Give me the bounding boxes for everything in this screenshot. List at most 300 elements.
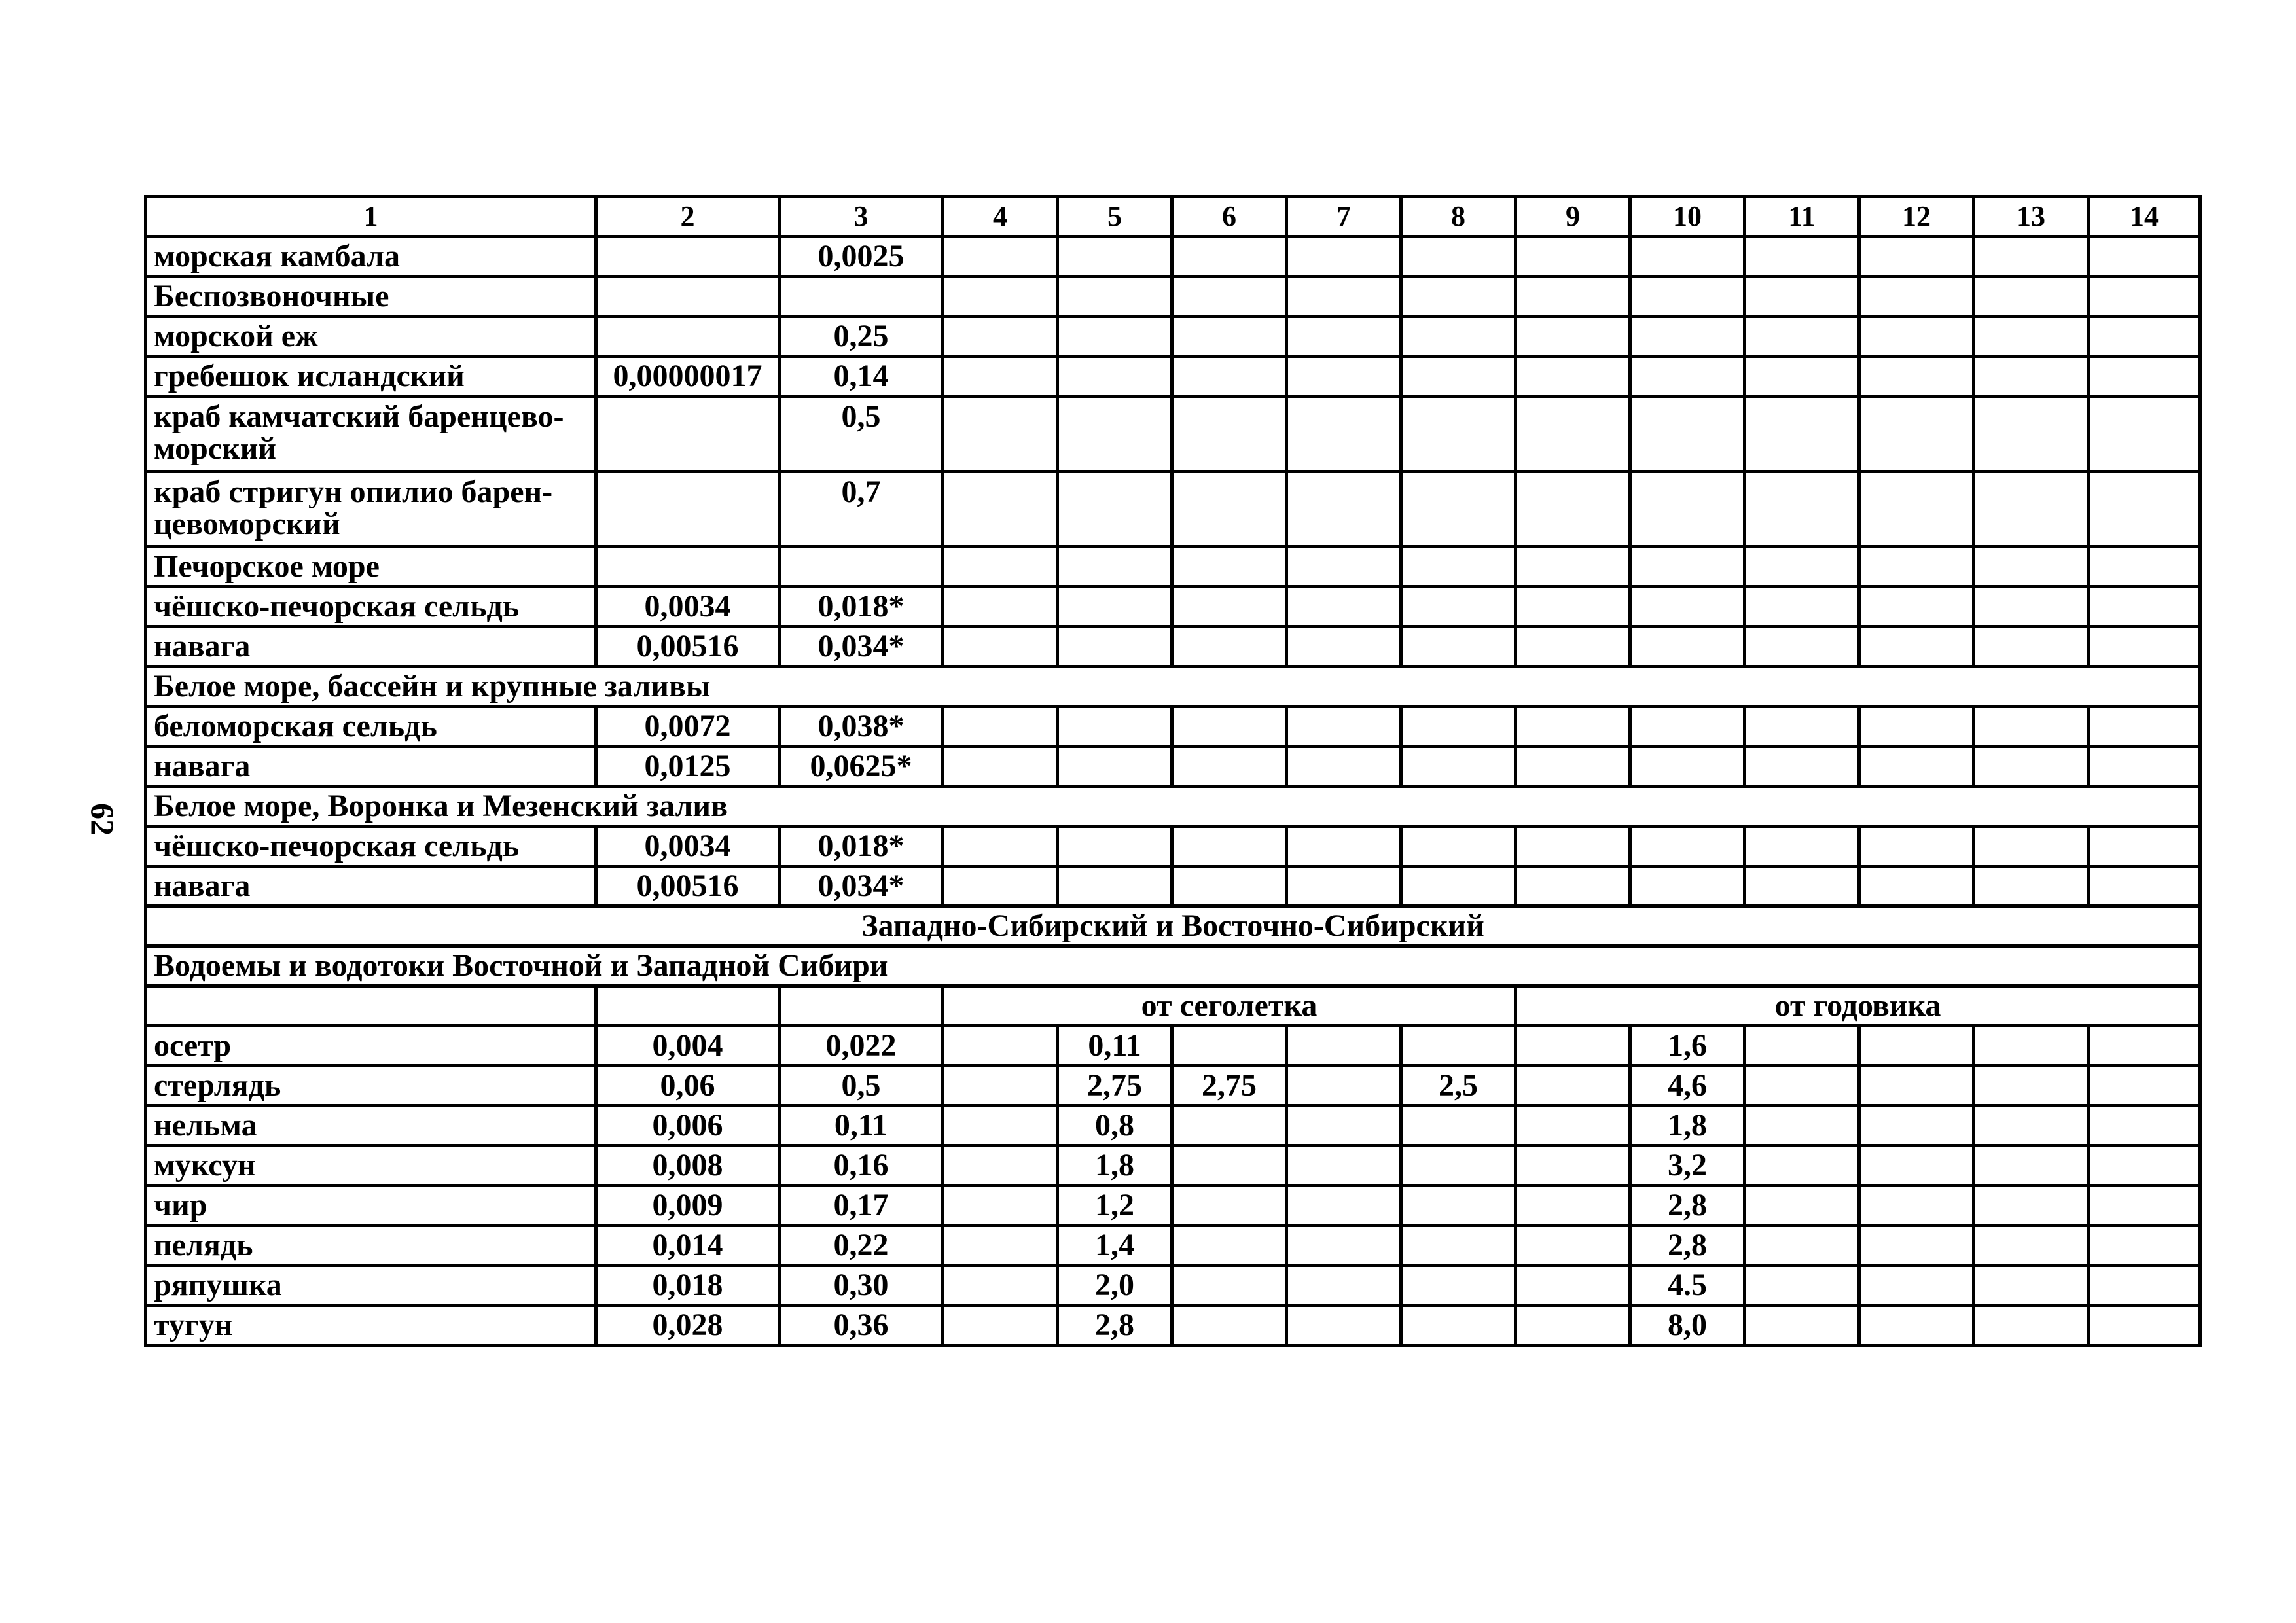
value-cell-13 bbox=[1974, 827, 2089, 866]
value-cell-10: 8,0 bbox=[1630, 1306, 1745, 1346]
species-name: гребешок исландский bbox=[146, 357, 596, 397]
table-cell bbox=[780, 986, 943, 1026]
value-cell-11 bbox=[1745, 472, 1859, 547]
value-cell-3: 0,0025 bbox=[780, 237, 943, 277]
value-cell-12 bbox=[1859, 1066, 1974, 1106]
value-cell-3: 0,17 bbox=[780, 1186, 943, 1226]
table-cell bbox=[1630, 277, 1745, 317]
value-cell-4 bbox=[943, 627, 1058, 667]
data-table bbox=[144, 195, 2202, 1347]
column-header: 14 bbox=[2089, 197, 2200, 237]
value-cell-6 bbox=[1172, 357, 1287, 397]
table-cell bbox=[1058, 547, 1172, 587]
value-cell-8 bbox=[1401, 587, 1516, 627]
value-cell-14 bbox=[2089, 1106, 2200, 1146]
table-cell bbox=[1745, 547, 1859, 587]
value-cell-6 bbox=[1172, 1186, 1287, 1226]
value-cell-13 bbox=[1974, 1026, 2089, 1066]
value-cell-13 bbox=[1974, 707, 2089, 747]
value-cell-13 bbox=[1974, 866, 2089, 906]
value-cell-4 bbox=[943, 1066, 1058, 1106]
value-cell-8 bbox=[1401, 317, 1516, 357]
value-cell-14 bbox=[2089, 1266, 2200, 1306]
table-row bbox=[146, 1266, 2200, 1306]
species-name: краб камчатский баренцево-морский bbox=[146, 397, 596, 472]
species-name: беломорская сельдь bbox=[146, 707, 596, 747]
value-cell-12 bbox=[1859, 1266, 1974, 1306]
value-cell-7 bbox=[1287, 707, 1401, 747]
value-cell-11 bbox=[1745, 587, 1859, 627]
value-cell-2: 0,06 bbox=[596, 1066, 780, 1106]
value-cell-8 bbox=[1401, 627, 1516, 667]
species-name: нельма bbox=[146, 1106, 596, 1146]
table-row bbox=[146, 1306, 2200, 1346]
species-name: чёшско-печорская сельдь bbox=[146, 587, 596, 627]
value-cell-5 bbox=[1058, 827, 1172, 866]
value-cell-4 bbox=[943, 357, 1058, 397]
value-cell-5: 0,11 bbox=[1058, 1026, 1172, 1066]
column-header: 1 bbox=[146, 197, 596, 237]
value-cell-8 bbox=[1401, 1186, 1516, 1226]
value-cell-5 bbox=[1058, 587, 1172, 627]
value-cell-6 bbox=[1172, 1266, 1287, 1306]
value-cell-2: 0,0034 bbox=[596, 827, 780, 866]
value-cell-12 bbox=[1859, 627, 1974, 667]
value-cell-2: 0,00516 bbox=[596, 627, 780, 667]
value-cell-12 bbox=[1859, 1306, 1974, 1346]
value-cell-7 bbox=[1287, 237, 1401, 277]
value-cell-14 bbox=[2089, 317, 2200, 357]
table-row bbox=[146, 1026, 2200, 1066]
value-cell-7 bbox=[1287, 1146, 1401, 1186]
value-cell-4 bbox=[943, 317, 1058, 357]
table-row bbox=[146, 707, 2200, 747]
value-cell-13 bbox=[1974, 397, 2089, 472]
table-cell bbox=[1745, 277, 1859, 317]
column-header: 6 bbox=[1172, 197, 1287, 237]
section-row bbox=[146, 906, 2200, 946]
value-cell-12 bbox=[1859, 237, 1974, 277]
table-cell bbox=[596, 986, 780, 1026]
value-cell-8 bbox=[1401, 827, 1516, 866]
table-cell bbox=[943, 277, 1058, 317]
value-cell-9 bbox=[1516, 866, 1630, 906]
value-cell-5: 2,8 bbox=[1058, 1306, 1172, 1346]
value-cell-8 bbox=[1401, 357, 1516, 397]
value-cell-10: 1,8 bbox=[1630, 1106, 1745, 1146]
value-cell-5 bbox=[1058, 317, 1172, 357]
species-name: морская камбала bbox=[146, 237, 596, 277]
value-cell-9 bbox=[1516, 317, 1630, 357]
value-cell-6: 2,75 bbox=[1172, 1066, 1287, 1106]
value-cell-2: 0,004 bbox=[596, 1026, 780, 1066]
table-cell bbox=[596, 277, 780, 317]
value-cell-11 bbox=[1745, 1186, 1859, 1226]
value-cell-10 bbox=[1630, 357, 1745, 397]
value-cell-4 bbox=[943, 1226, 1058, 1266]
section-label: Западно-Сибирский и Восточно-Сибирский bbox=[146, 906, 2200, 946]
value-cell-3: 0,034* bbox=[780, 627, 943, 667]
value-cell-7 bbox=[1287, 397, 1401, 472]
value-cell-8 bbox=[1401, 237, 1516, 277]
species-name: ряпушка bbox=[146, 1266, 596, 1306]
value-cell-4 bbox=[943, 237, 1058, 277]
value-cell-11 bbox=[1745, 1146, 1859, 1186]
group-header-year-old: от годовика bbox=[1516, 986, 2200, 1026]
value-cell-12 bbox=[1859, 317, 1974, 357]
table-cell bbox=[1172, 277, 1287, 317]
value-cell-4 bbox=[943, 1186, 1058, 1226]
table-cell bbox=[2089, 547, 2200, 587]
value-cell-3: 0,034* bbox=[780, 866, 943, 906]
value-cell-8 bbox=[1401, 866, 1516, 906]
value-cell-11 bbox=[1745, 1226, 1859, 1266]
table-cell bbox=[146, 986, 596, 1026]
value-cell-7 bbox=[1287, 1026, 1401, 1066]
value-cell-13 bbox=[1974, 317, 2089, 357]
value-cell-3: 0,22 bbox=[780, 1226, 943, 1266]
value-cell-14 bbox=[2089, 627, 2200, 667]
group-header-row bbox=[146, 986, 2200, 1026]
value-cell-7 bbox=[1287, 587, 1401, 627]
column-header: 13 bbox=[1974, 197, 2089, 237]
value-cell-10 bbox=[1630, 866, 1745, 906]
value-cell-2 bbox=[596, 397, 780, 472]
value-cell-12 bbox=[1859, 1026, 1974, 1066]
value-cell-2: 0,009 bbox=[596, 1186, 780, 1226]
column-header: 7 bbox=[1287, 197, 1401, 237]
value-cell-5: 1,2 bbox=[1058, 1186, 1172, 1226]
species-name: навага bbox=[146, 627, 596, 667]
value-cell-4 bbox=[943, 472, 1058, 547]
species-name: краб стригун опилио барен-цевоморский bbox=[146, 472, 596, 547]
table-cell bbox=[1974, 547, 2089, 587]
column-header: 9 bbox=[1516, 197, 1630, 237]
value-cell-9 bbox=[1516, 1146, 1630, 1186]
value-cell-4 bbox=[943, 1026, 1058, 1066]
species-name: навага bbox=[146, 866, 596, 906]
value-cell-6 bbox=[1172, 317, 1287, 357]
section-label: Беспозвоночные bbox=[146, 277, 596, 317]
section-row bbox=[146, 667, 2200, 707]
value-cell-5: 0,8 bbox=[1058, 1106, 1172, 1146]
value-cell-10 bbox=[1630, 472, 1745, 547]
value-cell-2: 0,018 bbox=[596, 1266, 780, 1306]
section-row bbox=[146, 787, 2200, 827]
value-cell-8 bbox=[1401, 1106, 1516, 1146]
value-cell-3: 0,36 bbox=[780, 1306, 943, 1346]
value-cell-9 bbox=[1516, 747, 1630, 787]
value-cell-13 bbox=[1974, 747, 2089, 787]
value-cell-5 bbox=[1058, 397, 1172, 472]
value-cell-6 bbox=[1172, 237, 1287, 277]
species-name: стерлядь bbox=[146, 1066, 596, 1106]
value-cell-11 bbox=[1745, 827, 1859, 866]
value-cell-5 bbox=[1058, 627, 1172, 667]
table-row bbox=[146, 472, 2200, 547]
table-cell bbox=[1287, 277, 1401, 317]
value-cell-2 bbox=[596, 317, 780, 357]
value-cell-7 bbox=[1287, 627, 1401, 667]
value-cell-3: 0,018* bbox=[780, 587, 943, 627]
value-cell-12 bbox=[1859, 1186, 1974, 1226]
value-cell-7 bbox=[1287, 1186, 1401, 1226]
table-row bbox=[146, 237, 2200, 277]
value-cell-4 bbox=[943, 1106, 1058, 1146]
value-cell-6 bbox=[1172, 1306, 1287, 1346]
value-cell-10 bbox=[1630, 397, 1745, 472]
table-row bbox=[146, 397, 2200, 472]
value-cell-9 bbox=[1516, 827, 1630, 866]
value-cell-3: 0,022 bbox=[780, 1026, 943, 1066]
species-name: чир bbox=[146, 1186, 596, 1226]
value-cell-5 bbox=[1058, 237, 1172, 277]
value-cell-9 bbox=[1516, 1226, 1630, 1266]
value-cell-13 bbox=[1974, 627, 2089, 667]
section-row bbox=[146, 277, 2200, 317]
value-cell-13 bbox=[1974, 1266, 2089, 1306]
value-cell-3: 0,5 bbox=[780, 1066, 943, 1106]
value-cell-3: 0,16 bbox=[780, 1146, 943, 1186]
group-header-yearling: от сеголетка bbox=[943, 986, 1516, 1026]
table-cell bbox=[780, 277, 943, 317]
value-cell-4 bbox=[943, 397, 1058, 472]
value-cell-13 bbox=[1974, 472, 2089, 547]
value-cell-12 bbox=[1859, 866, 1974, 906]
column-header: 3 bbox=[780, 197, 943, 237]
table-cell bbox=[1401, 277, 1516, 317]
table-row bbox=[146, 1146, 2200, 1186]
value-cell-6 bbox=[1172, 587, 1287, 627]
value-cell-6 bbox=[1172, 627, 1287, 667]
value-cell-11 bbox=[1745, 747, 1859, 787]
value-cell-3: 0,30 bbox=[780, 1266, 943, 1306]
value-cell-11 bbox=[1745, 1106, 1859, 1146]
value-cell-12 bbox=[1859, 472, 1974, 547]
value-cell-3: 0,11 bbox=[780, 1106, 943, 1146]
table-cell bbox=[1516, 547, 1630, 587]
value-cell-10 bbox=[1630, 747, 1745, 787]
value-cell-6 bbox=[1172, 397, 1287, 472]
value-cell-13 bbox=[1974, 587, 2089, 627]
page-number: 62 bbox=[84, 803, 121, 836]
value-cell-7 bbox=[1287, 1066, 1401, 1106]
value-cell-10 bbox=[1630, 317, 1745, 357]
value-cell-11 bbox=[1745, 357, 1859, 397]
value-cell-14 bbox=[2089, 1306, 2200, 1346]
value-cell-14 bbox=[2089, 397, 2200, 472]
value-cell-13 bbox=[1974, 1106, 2089, 1146]
column-header: 2 bbox=[596, 197, 780, 237]
value-cell-10: 2,8 bbox=[1630, 1186, 1745, 1226]
table-cell bbox=[1401, 547, 1516, 587]
value-cell-10: 3,2 bbox=[1630, 1146, 1745, 1186]
value-cell-7 bbox=[1287, 747, 1401, 787]
table-row bbox=[146, 827, 2200, 866]
value-cell-12 bbox=[1859, 1106, 1974, 1146]
value-cell-4 bbox=[943, 587, 1058, 627]
species-name: пелядь bbox=[146, 1226, 596, 1266]
value-cell-5: 2,75 bbox=[1058, 1066, 1172, 1106]
value-cell-9 bbox=[1516, 1106, 1630, 1146]
value-cell-3: 0,038* bbox=[780, 707, 943, 747]
value-cell-8 bbox=[1401, 1226, 1516, 1266]
value-cell-7 bbox=[1287, 472, 1401, 547]
value-cell-3: 0,018* bbox=[780, 827, 943, 866]
value-cell-5 bbox=[1058, 707, 1172, 747]
value-cell-4 bbox=[943, 747, 1058, 787]
value-cell-10 bbox=[1630, 827, 1745, 866]
section-row bbox=[146, 547, 2200, 587]
value-cell-10: 4,6 bbox=[1630, 1066, 1745, 1106]
species-name: морской еж bbox=[146, 317, 596, 357]
value-cell-7 bbox=[1287, 827, 1401, 866]
value-cell-6 bbox=[1172, 707, 1287, 747]
value-cell-9 bbox=[1516, 472, 1630, 547]
value-cell-12 bbox=[1859, 1146, 1974, 1186]
value-cell-14 bbox=[2089, 827, 2200, 866]
value-cell-14 bbox=[2089, 587, 2200, 627]
table-row bbox=[146, 866, 2200, 906]
species-name: муксун bbox=[146, 1146, 596, 1186]
column-header: 11 bbox=[1745, 197, 1859, 237]
table-cell bbox=[1058, 277, 1172, 317]
value-cell-8 bbox=[1401, 707, 1516, 747]
value-cell-9 bbox=[1516, 1066, 1630, 1106]
value-cell-12 bbox=[1859, 1226, 1974, 1266]
table-cell bbox=[780, 547, 943, 587]
value-cell-13 bbox=[1974, 1306, 2089, 1346]
value-cell-6 bbox=[1172, 747, 1287, 787]
table-cell bbox=[1516, 277, 1630, 317]
value-cell-3: 0,14 bbox=[780, 357, 943, 397]
value-cell-2: 0,0034 bbox=[596, 587, 780, 627]
value-cell-6 bbox=[1172, 1026, 1287, 1066]
value-cell-2: 0,006 bbox=[596, 1106, 780, 1146]
value-cell-13 bbox=[1974, 357, 2089, 397]
value-cell-14 bbox=[2089, 237, 2200, 277]
species-name: осетр bbox=[146, 1026, 596, 1066]
value-cell-3: 0,0625* bbox=[780, 747, 943, 787]
value-cell-8 bbox=[1401, 397, 1516, 472]
table-cell bbox=[2089, 277, 2200, 317]
table-cell bbox=[1859, 277, 1974, 317]
value-cell-11 bbox=[1745, 1066, 1859, 1106]
value-cell-14 bbox=[2089, 1146, 2200, 1186]
value-cell-12 bbox=[1859, 357, 1974, 397]
section-label: Белое море, бассейн и крупные заливы bbox=[146, 667, 2200, 707]
value-cell-8: 2,5 bbox=[1401, 1066, 1516, 1106]
value-cell-2: 0,0072 bbox=[596, 707, 780, 747]
column-header: 8 bbox=[1401, 197, 1516, 237]
value-cell-2: 0,028 bbox=[596, 1306, 780, 1346]
value-cell-6 bbox=[1172, 1146, 1287, 1186]
value-cell-6 bbox=[1172, 866, 1287, 906]
value-cell-5 bbox=[1058, 472, 1172, 547]
value-cell-5 bbox=[1058, 747, 1172, 787]
value-cell-4 bbox=[943, 1306, 1058, 1346]
value-cell-2: 0,00516 bbox=[596, 866, 780, 906]
value-cell-6 bbox=[1172, 1226, 1287, 1266]
species-name: тугун bbox=[146, 1306, 596, 1346]
value-cell-6 bbox=[1172, 1106, 1287, 1146]
value-cell-14 bbox=[2089, 1026, 2200, 1066]
table-body bbox=[146, 197, 2200, 1346]
value-cell-12 bbox=[1859, 707, 1974, 747]
value-cell-14 bbox=[2089, 472, 2200, 547]
column-header: 4 bbox=[943, 197, 1058, 237]
value-cell-9 bbox=[1516, 587, 1630, 627]
value-cell-11 bbox=[1745, 237, 1859, 277]
value-cell-14 bbox=[2089, 357, 2200, 397]
value-cell-12 bbox=[1859, 747, 1974, 787]
section-label: Печорское море bbox=[146, 547, 596, 587]
header-row bbox=[146, 197, 2200, 237]
value-cell-14 bbox=[2089, 1226, 2200, 1266]
section-label: Водоемы и водотоки Восточной и Западной Сибири bbox=[146, 946, 2200, 986]
value-cell-2 bbox=[596, 472, 780, 547]
table-row bbox=[146, 317, 2200, 357]
value-cell-11 bbox=[1745, 397, 1859, 472]
table-row bbox=[146, 627, 2200, 667]
value-cell-9 bbox=[1516, 1186, 1630, 1226]
value-cell-5 bbox=[1058, 357, 1172, 397]
value-cell-11 bbox=[1745, 627, 1859, 667]
value-cell-3: 0,7 bbox=[780, 472, 943, 547]
value-cell-8 bbox=[1401, 1026, 1516, 1066]
value-cell-3: 0,5 bbox=[780, 397, 943, 472]
value-cell-4 bbox=[943, 866, 1058, 906]
value-cell-9 bbox=[1516, 397, 1630, 472]
value-cell-6 bbox=[1172, 827, 1287, 866]
value-cell-4 bbox=[943, 707, 1058, 747]
table-row bbox=[146, 1186, 2200, 1226]
value-cell-2: 0,0125 bbox=[596, 747, 780, 787]
value-cell-7 bbox=[1287, 1266, 1401, 1306]
value-cell-11 bbox=[1745, 1306, 1859, 1346]
value-cell-14 bbox=[2089, 707, 2200, 747]
table-cell bbox=[1630, 547, 1745, 587]
value-cell-9 bbox=[1516, 707, 1630, 747]
value-cell-2: 0,008 bbox=[596, 1146, 780, 1186]
value-cell-11 bbox=[1745, 317, 1859, 357]
value-cell-9 bbox=[1516, 1026, 1630, 1066]
value-cell-7 bbox=[1287, 1306, 1401, 1346]
value-cell-8 bbox=[1401, 1306, 1516, 1346]
value-cell-10 bbox=[1630, 707, 1745, 747]
value-cell-10: 2,8 bbox=[1630, 1226, 1745, 1266]
table-row bbox=[146, 1066, 2200, 1106]
value-cell-14 bbox=[2089, 866, 2200, 906]
value-cell-14 bbox=[2089, 1066, 2200, 1106]
value-cell-13 bbox=[1974, 1066, 2089, 1106]
value-cell-9 bbox=[1516, 237, 1630, 277]
column-header: 10 bbox=[1630, 197, 1745, 237]
table-cell bbox=[1287, 547, 1401, 587]
value-cell-10 bbox=[1630, 627, 1745, 667]
value-cell-11 bbox=[1745, 1026, 1859, 1066]
value-cell-2: 0,00000017 bbox=[596, 357, 780, 397]
table-cell bbox=[1974, 277, 2089, 317]
value-cell-13 bbox=[1974, 1146, 2089, 1186]
value-cell-5: 1,8 bbox=[1058, 1146, 1172, 1186]
value-cell-14 bbox=[2089, 747, 2200, 787]
section-row bbox=[146, 946, 2200, 986]
value-cell-6 bbox=[1172, 472, 1287, 547]
value-cell-10: 4.5 bbox=[1630, 1266, 1745, 1306]
value-cell-7 bbox=[1287, 317, 1401, 357]
table-cell bbox=[1172, 547, 1287, 587]
